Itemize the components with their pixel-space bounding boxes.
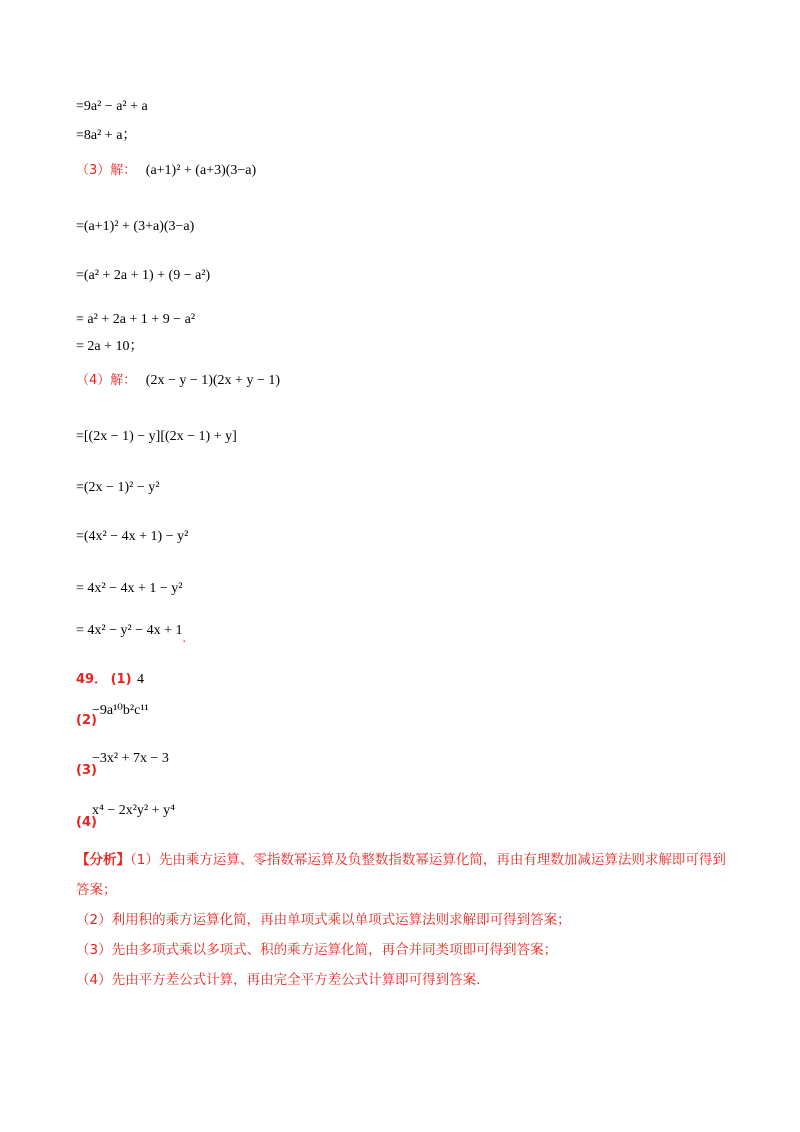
math-step: =[(2x − 1) − y][(2x − 1) + y]	[76, 429, 237, 444]
math-step	[76, 622, 186, 646]
analysis-text: （1）先由乘方运算、零指数幂运算及负整数指数幂运算化简，再由有理数加减运算法则求解即可得到答案；	[76, 852, 726, 898]
answer-label: (3)	[76, 763, 97, 778]
analysis-paragraph-4: （4）先由平方差公式计算，再由完全平方差公式计算即可得到答案.	[76, 972, 481, 988]
answer-label: (4)	[76, 815, 97, 830]
answer-value: −3x² + 7x − 3	[92, 751, 169, 766]
analysis-section	[76, 845, 726, 995]
math-step-text: = 4x² − y² − 4x + 1	[76, 623, 183, 638]
math-expression: (2x − y − 1)(2x + y − 1)	[145, 373, 281, 388]
solution-3-header	[76, 162, 256, 180]
answer-label: (1)	[110, 672, 132, 687]
answer-value: x⁴ − 2x²y² + y⁴	[92, 803, 175, 818]
math-step: = 4x² − 4x + 1 − y²	[76, 581, 183, 596]
analysis-paragraph-2: （2）利用积的乘方运算化简，再由单项式乘以单项式运算法则求解即可得到答案；	[76, 912, 571, 928]
problem-49-header	[76, 671, 144, 689]
math-expression: (a+1)² + (a+3)(3−a)	[145, 163, 257, 178]
analysis-paragraph-3: （3）先由多项式乘以多项式、积的乘方运算化简，再合并同类项即可得到答案；	[76, 942, 558, 958]
solution-label: （3）解：	[76, 163, 137, 178]
end-mark: .	[182, 631, 186, 646]
math-step: = 2a + 10；	[76, 339, 144, 354]
math-step: =8a² + a；	[76, 128, 137, 143]
solution-4-header	[76, 372, 280, 390]
math-step: =9a² − a² + a	[76, 99, 148, 114]
math-step: =(2x − 1)² − y²	[76, 480, 160, 495]
analysis-tag: 【分析】	[76, 852, 130, 868]
answer-label: (2)	[76, 713, 97, 728]
math-step: =(a² + 2a + 1) + (9 − a²)	[76, 268, 211, 283]
analysis-paragraph-1	[76, 845, 726, 905]
math-step: =(4x² − 4x + 1) − y²	[76, 529, 189, 544]
answer-value: −9a¹⁰b²c¹¹	[92, 703, 149, 718]
solution-label: （4）解：	[76, 373, 137, 388]
math-step: = a² + 2a + 1 + 9 − a²	[76, 312, 196, 327]
problem-number: 49．	[76, 672, 108, 687]
math-step: =(a+1)² + (3+a)(3−a)	[76, 219, 195, 234]
answer-value: 4	[137, 672, 145, 687]
